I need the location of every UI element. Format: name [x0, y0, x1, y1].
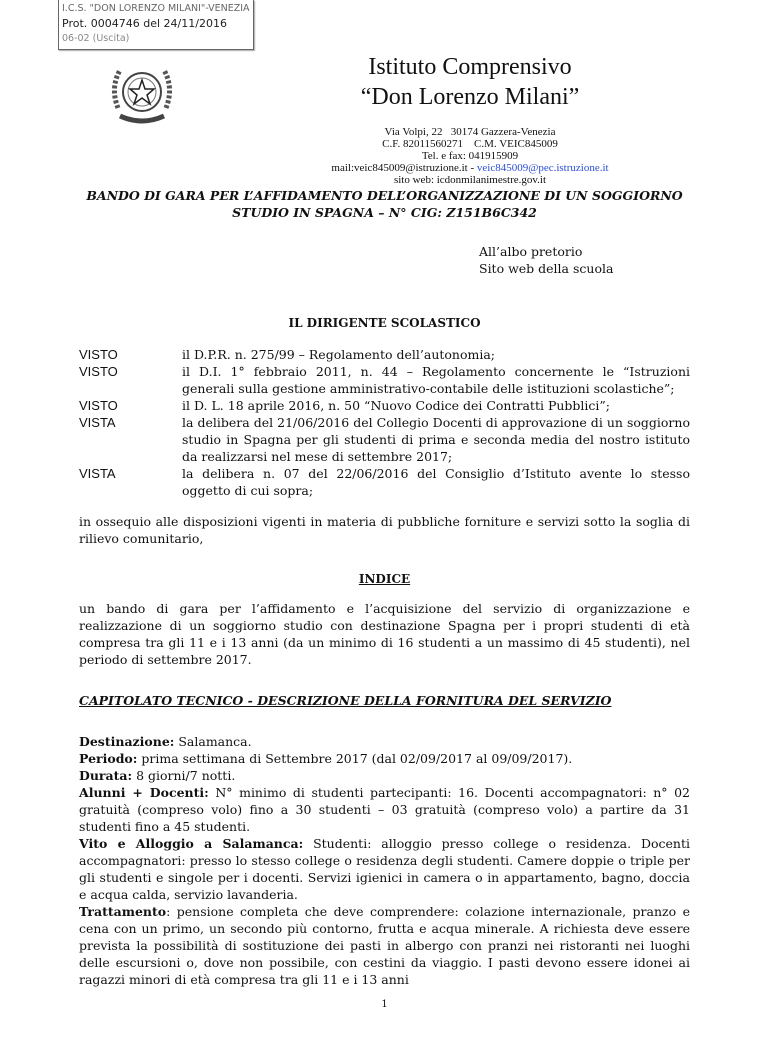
premise-text: la delibera n. 07 del 22/06/2016 del Consiglio d’Istituto avente lo stesso oggetto di cui sopra;: [182, 466, 690, 498]
website: sito web: icdonmilanimestre.gov.it: [393, 174, 547, 186]
section-heading: IL DIRIGENTE SCOLASTICO: [288, 316, 481, 330]
premises-list: [79, 346, 690, 499]
spec-item: [79, 750, 690, 767]
spec-item: [79, 784, 690, 835]
recipients: [79, 243, 690, 277]
spec-text: Salamanca.: [174, 734, 252, 749]
spec-text: : pensione completa che deve comprendere: colazione internazionale, pranzo e cena con un primo, un secondo più contorno, frutta e acqua minerale. A richiesta deve essere prevista la possibilità di sostituzione dei pasti in albergo con pranzi nei ristoranti nei luoghi delle escursioni o, dove non possibile, con cestini da viaggio. I pasti devono essere idonei ai ragazzi minori di età compresa tra gli 11 e i 13 anni: [79, 904, 690, 987]
premise-text: il D.P.R. n. 275/99 – Regolamento dell’autonomia;: [182, 347, 496, 362]
title-line-1: BANDO DI GARA PER L’AFFIDAMENTO DELL’ORGANIZZAZIONE DI UN SOGGIORNO: [86, 188, 683, 203]
premise-label: VISTA: [79, 415, 116, 430]
premise-item: [79, 414, 690, 465]
premise-item: [79, 346, 690, 363]
premise-label: VISTO: [79, 347, 118, 362]
premise-label: VISTO: [79, 364, 118, 379]
capitolato-heading: CAPITOLATO TECNICO - DESCRIZIONE DELLA FORNITURA DEL SERVIZIO: [79, 693, 612, 708]
premise-item: [79, 363, 690, 397]
spec-label: Vito e Alloggio a Salamanca:: [79, 836, 304, 851]
recipient: All’albo pretorio: [479, 244, 583, 259]
premise-item: [79, 397, 690, 414]
tax-codes: C.F. 82011560271 C.M. VEIC845009: [382, 138, 558, 150]
spec-item: [79, 903, 690, 988]
premise-text: la delibera del 21/06/2016 del Collegio Docenti di approvazione di un soggiorno studio in Spagna per gli studenti di prima e seconda media del nostro istituto da realizzarsi nel mese di settembre 2017;: [182, 415, 690, 464]
spec-label: Destinazione:: [79, 734, 175, 749]
ossequio-paragraph: in ossequio alle disposizioni vigenti in materia di pubbliche forniture e servizi sotto la soglia di rilievo comunitario,: [79, 514, 690, 546]
spec-label: Alunni + Docenti:: [79, 785, 209, 800]
premise-label: VISTA: [79, 466, 116, 481]
title-line-2: STUDIO IN SPAGNA – N° CIG: Z151B6C342: [232, 205, 537, 220]
spec-text: Studenti: alloggio presso college o residenza. Docenti accompagnatori: presso lo stesso college o residenza degli studenti. Camere doppie o triple per gli studenti e singole per i docenti. Servizi igienici in camera o in appartamento, bagno, doccia e acqua calda, servizio lavanderia.: [79, 836, 690, 902]
mail: mail:veic845009@istruzione.it -: [331, 162, 477, 174]
protocol-school: I.C.S. "DON LORENZO MILANI"-VENEZIA: [62, 3, 250, 14]
premise-item: [79, 465, 690, 499]
specifications: [79, 733, 690, 988]
address: Via Volpi, 22 30174 Gazzera-Venezia: [384, 126, 556, 138]
spec-item: [79, 767, 690, 784]
spec-text: N° minimo di studenti partecipanti: 16. Docenti accompagnatori: n° 02 gratuità (compreso volo) fino a 30 studenti – 03 gratuità (compreso volo) a partire da 31 studenti fino a 45 studenti.: [79, 785, 690, 834]
spec-item: [79, 835, 690, 903]
premise-text: il D.I. 1° febbraio 2011, n. 44 – Regolamento concernente le “Istruzioni generali sulla gestione amministrativo-contabile delle istituzioni scolastiche”;: [182, 364, 690, 396]
institute-line-1: Istituto Comprensivo: [368, 54, 572, 80]
page-number: 1: [381, 999, 388, 1010]
spec-text: 8 giorni/7 notti.: [132, 768, 236, 783]
phone: Tel. e fax: 041915909: [421, 150, 519, 162]
spec-label: Trattamento: [79, 904, 167, 919]
indice-heading: INDICE: [358, 572, 411, 586]
institute-line-2: “Don Lorenzo Milani”: [360, 84, 580, 110]
spec-label: Durata:: [79, 768, 133, 783]
document-title: [79, 187, 690, 221]
spec-text: prima settimana di Settembre 2017 (dal 02/09/2017 al 09/09/2017).: [137, 751, 573, 766]
recipient: Sito web della scuola: [479, 261, 614, 276]
spec-item: [79, 733, 690, 750]
protocol-class: 06-02 (Uscita): [62, 33, 130, 44]
premise-label: VISTO: [79, 398, 118, 413]
indice-paragraph: un bando di gara per l’affidamento e l’acquisizione del servizio di organizzazione e realizzazione di un soggiorno studio con destinazione Spagna per i propri studenti di età compresa tra gli 11 e i 13 anni (da un minimo di 16 studenti a un massimo di 45 studenti), nel periodo di settembre 2017.: [79, 601, 690, 667]
spec-label: Periodo:: [79, 751, 138, 766]
pec-link[interactable]: veic845009@pec.istruzione.it: [476, 162, 609, 174]
protocol-number: Prot. 0004746 del 24/11/2016: [62, 17, 227, 30]
premise-text: il D. L. 18 aprile 2016, n. 50 “Nuovo Codice dei Contratti Pubblici”;: [182, 398, 611, 413]
